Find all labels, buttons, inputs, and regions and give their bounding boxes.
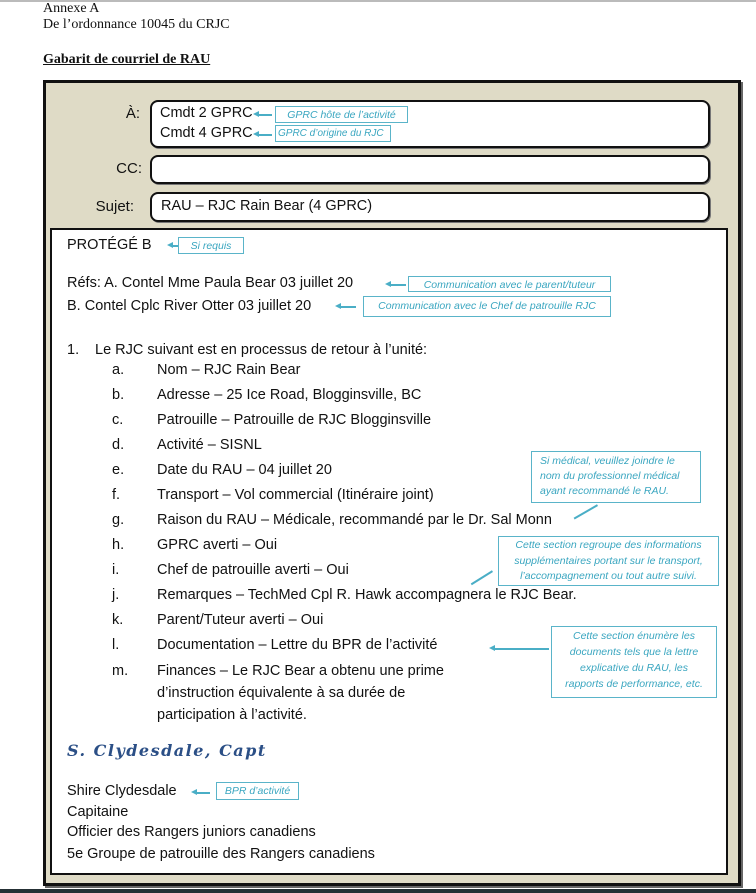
to-recipient-1: Cmdt 2 GPRC bbox=[160, 105, 253, 121]
list-item-text: Activité – SISNL bbox=[157, 437, 262, 453]
signature: S. Clydesdale, Capt bbox=[67, 741, 267, 760]
arrow-icon bbox=[258, 114, 272, 116]
page-bottom-rule bbox=[0, 889, 756, 893]
paragraph-number: 1. bbox=[67, 342, 80, 358]
list-item-letter: m. bbox=[112, 663, 129, 679]
arrow-icon bbox=[494, 648, 549, 650]
subject-value: RAU – RJC Rain Bear (4 GPRC) bbox=[161, 198, 373, 214]
annex-label: Annexe A bbox=[43, 1, 100, 16]
classification: PROTÉGÉ B bbox=[67, 237, 152, 253]
signer-unit: 5e Groupe de patrouille des Rangers canadiens bbox=[67, 846, 375, 862]
page-top-rule bbox=[0, 0, 756, 2]
reference-a: Réfs: A. Contel Mme Paula Bear 03 juillet 20 bbox=[67, 275, 354, 291]
note-parent-communication: Communication avec le parent/tuteur bbox=[408, 276, 611, 292]
list-item-text: Remarques – TechMed Cpl R. Hawk accompagnera le RJC Bear. bbox=[157, 587, 577, 603]
list-item-text: Chef de patrouille averti – Oui bbox=[157, 562, 349, 578]
list-item-text: Date du RAU – 04 juillet 20 bbox=[157, 462, 332, 478]
list-item-text: d’instruction équivalente à sa durée de bbox=[157, 685, 406, 701]
list-item-text: Raison du RAU – Médicale, recommandé par le Dr. Sal Monn bbox=[157, 512, 552, 528]
note-activity-opi: BPR d’activité bbox=[216, 782, 299, 800]
note-line: documents tels que la lettre bbox=[569, 646, 699, 658]
note-line: explicative du RAU, les bbox=[580, 662, 688, 674]
note-line: supplémentaires portant sur le transport, bbox=[514, 554, 703, 567]
note-documentation bbox=[551, 626, 717, 698]
note-host-gprc: GPRC hôte de l’activité bbox=[275, 106, 408, 123]
paragraph-text: Le RJC suivant est en processus de retour à l’unité: bbox=[95, 342, 428, 358]
list-item-letter: j. bbox=[112, 587, 120, 603]
list-item-text: Parent/Tuteur averti – Oui bbox=[157, 612, 324, 628]
note-origin-gprc: GPRC d’origine du RJC bbox=[275, 125, 391, 142]
cc-label: CC: bbox=[116, 160, 142, 177]
list-item-letter: g. bbox=[112, 512, 125, 528]
list-item-text: Patrouille – Patrouille de RJC Blogginsville bbox=[157, 412, 432, 428]
note-line: nom du professionnel médical bbox=[540, 470, 680, 482]
arrow-icon bbox=[390, 284, 406, 286]
list-item-text: Transport – Vol commercial (Itinéraire joint) bbox=[157, 487, 434, 503]
list-item-letter: c. bbox=[112, 412, 124, 428]
list-item-text: Documentation – Lettre du BPR de l’activité bbox=[157, 637, 438, 653]
list-item-text: Finances – Le RJC Bear a obtenu une prime bbox=[157, 663, 444, 679]
signer-position: Officier des Rangers juniors canadiens bbox=[67, 824, 316, 840]
note-line: Si médical, veuillez joindre le bbox=[540, 455, 675, 467]
list-item-letter: d. bbox=[112, 437, 125, 453]
cc-field[interactable] bbox=[150, 155, 710, 184]
list-item-letter: a. bbox=[112, 362, 125, 378]
signer-name: Shire Clydesdale bbox=[67, 783, 177, 799]
note-medical bbox=[531, 451, 701, 503]
list-item-letter: b. bbox=[112, 387, 125, 403]
note-line: Cette section énumère les bbox=[573, 630, 695, 642]
list-item-text: Nom – RJC Rain Bear bbox=[157, 362, 301, 378]
list-item-text: GPRC averti – Oui bbox=[157, 537, 278, 553]
list-item-letter: f. bbox=[112, 487, 121, 503]
note-line: Cette section regroupe des informations bbox=[515, 539, 702, 551]
list-item-letter: h. bbox=[112, 537, 125, 553]
arrow-icon bbox=[196, 792, 210, 794]
note-line: rapports de performance, etc. bbox=[565, 678, 703, 690]
arrow-icon bbox=[340, 306, 356, 308]
note-if-required: Si requis bbox=[178, 237, 244, 254]
list-item-text: Adresse – 25 Ice Road, Blogginsville, BC bbox=[157, 387, 422, 403]
note-remarks bbox=[498, 536, 719, 586]
arrow-icon bbox=[258, 134, 272, 136]
order-reference: De l’ordonnance 10045 du CRJC bbox=[43, 17, 230, 32]
list-item-text: participation à l’activité. bbox=[157, 707, 307, 723]
list-item-letter: e. bbox=[112, 462, 125, 478]
list-item-letter: k. bbox=[112, 612, 124, 628]
note-line: l’accompagnement ou tout autre suivi. bbox=[520, 570, 697, 582]
note-patrol-leader-communication: Communication avec le Chef de patrouille RJC bbox=[363, 296, 611, 317]
document-title: Gabarit de courriel de RAU bbox=[43, 52, 211, 67]
note-line: ayant recommandé le RAU. bbox=[540, 485, 669, 497]
to-recipient-2: Cmdt 4 GPRC bbox=[160, 125, 253, 141]
list-item-letter: i. bbox=[112, 562, 120, 578]
reference-b: B. Contel Cplc River Otter 03 juillet 20 bbox=[67, 298, 312, 314]
to-label: À: bbox=[125, 105, 140, 122]
subject-label: Sujet: bbox=[95, 198, 134, 215]
signer-rank: Capitaine bbox=[67, 804, 129, 820]
list-item-letter: l. bbox=[112, 637, 120, 653]
